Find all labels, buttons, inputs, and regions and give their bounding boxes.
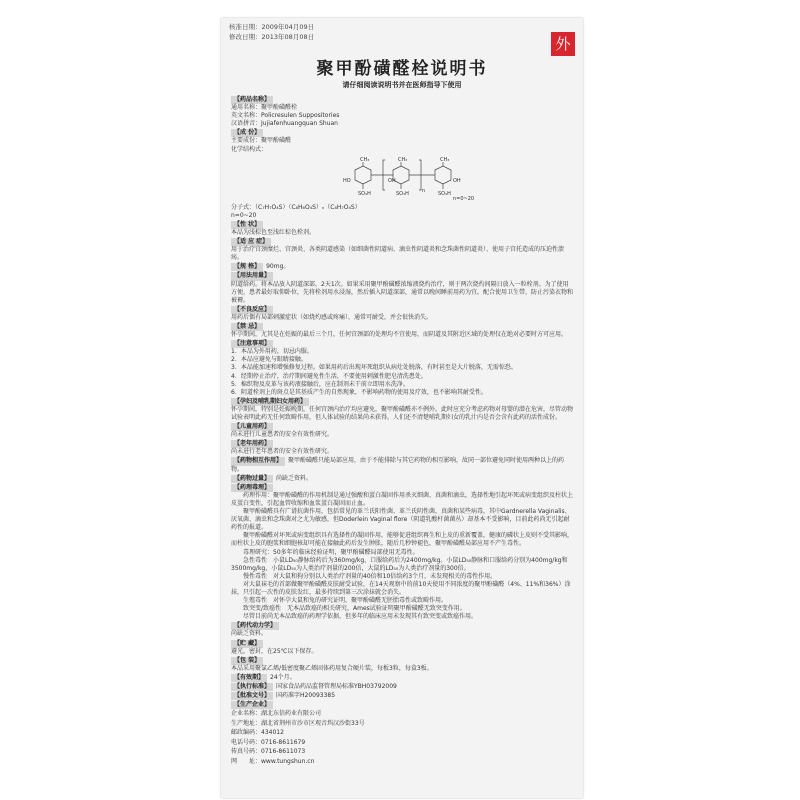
pharmacokinetics-text: 尚缺乏资料。	[231, 630, 268, 638]
spec-text: 90mg。	[266, 263, 290, 271]
indications-text: 用于治疗宫颈糜烂、宫颈炎、各类阴道感染（如细菌性阴道病、滴虫性阴道炎和念珠菌性阴道炎）、使用子宫托造成的压迫性溃疡。	[231, 246, 565, 262]
toxicology-paragraph: 尽管目前尚无本品致癌的药理学依据，但多年的临床应用未发现其有致突变或致癌作用。	[243, 613, 478, 621]
package-text: 本品采用聚氯乙烯/低密度聚乙烯固体药用复合硬片装，每板3粒，每盒3板。	[231, 664, 433, 672]
molecular-formula-n: n=0~20	[231, 211, 257, 219]
section-heading-overdose: 【药物过量】	[231, 475, 273, 483]
section-heading-precautions: 【注意事项】	[231, 340, 273, 348]
label-so3h-3: SO₃H	[438, 190, 451, 197]
toxicology-paragraph: 对大鼠袜毛的首部做聚甲酚磺醛皮肤耐受试验，在14天观察中的前10天使用不同浓度的聚甲酚磺醛（4%、11%和36%）涂抹，只引起一次性的皮肤发红，最多持续到第三次涂抹就会消失。	[231, 580, 571, 596]
pregnancy-text: 怀孕期间，特别是妊娠晚期，任何宫颈内治疗均应避免，聚甲酚磺醛亦不例外。此时应充分考虑药物对母婴的潜在危害，尽管动物试验表明此药无任何致畸作用，但人体试验的结果尚未获得，人们还不清楚哺乳期妇女的乳汁内是否会含有此药的活性成份。	[231, 405, 574, 421]
children-text: 尚未进行儿童患者的安全有效性研究。	[231, 431, 334, 439]
precaution-item: 1．本品为外用药，切忌内服。	[231, 348, 313, 356]
benzene-ring-1	[355, 166, 371, 184]
label-oh-3: OH	[453, 177, 461, 184]
label-ch3-2: CH₃	[398, 156, 408, 163]
toxicology-paragraph: 聚甲酚磺醛对坏死或病变组织具有选择性的凝固作用，能够促进组织再生和上皮的重新覆盖，健康的磷状上皮则不受其影响，而柱状上皮的胞浆和细胞核却可能在接触此药后发生肿胀，随后几秒钟褪色，聚甲酚磺醛局部应用不产生毒性。	[231, 532, 574, 548]
section-heading-approval: 【批准文号】	[231, 692, 273, 700]
section-heading-character: 【性 状】	[231, 221, 263, 229]
fax-number: 传真号码：0716-8611073	[231, 748, 306, 756]
section-heading-package: 【包 装】	[231, 657, 263, 665]
section-heading-validity: 【有效期】	[231, 674, 267, 682]
structure-label: 化学结构式：	[231, 145, 268, 153]
section-heading-pregnancy: 【孕妇及哺乳期妇女用药】	[231, 398, 309, 406]
toxicology-paragraph: 药理作用：聚甲酚磺醛的作用机制是通过强酸和蛋白凝固作用杀灭细菌、真菌和滴虫，选择性地引起坏死或病变组织及柱状上皮蛋白变性，引起血管收缩和血浆蛋白凝固而止血。	[231, 491, 574, 507]
external-use-badge: 外	[551, 32, 575, 56]
benzene-ring-3	[435, 166, 451, 184]
toxicology-paragraph: 慢性毒性 对大鼠和狗分别以人类治疗剂量的40倍和10倍给药3个月，未发现相关的毒性作用。	[243, 572, 497, 580]
toxicology-paragraph: 毒理研究：50多年的临床经验证明，聚甲酚磺醛局部使用无毒性。	[243, 548, 419, 556]
pinyin-name: 汉语拼音：Jujiafenhuangquan Shuan	[231, 120, 338, 128]
main-ingredient: 主要成份：聚甲酚磺醛	[231, 137, 292, 145]
dates-block	[229, 22, 314, 42]
toxicology-paragraph: 生殖毒性 对怀孕大鼠和兔的研究证明，聚甲酚磺醛无胚胎毒性或致畸作用。	[243, 597, 448, 605]
company-address: 生产地址：湖北省荆州市沙市区观音垱汉沙街33号	[231, 719, 365, 727]
interactions-text: 聚甲酚磺醛只能局部应用，由于不能排除与其它药物的相互影响，故同一部位避免同时使用两种以上的药物。	[231, 457, 565, 473]
label-so3h-1: SO₃H	[358, 190, 371, 197]
postal-code: 邮政编码：434012	[231, 729, 284, 737]
toxicology-paragraph: 聚甲酚磺醛具有广谱抗菌作用，包括常见的革兰氏阳性菌、革兰氏阴性菌，真菌和某些病毒，其中Gardnerella Vaginalis、厌氧菌、滴虫和念珠菌对之尤为敏感，但Doderlein Vaginal flore（阴道乳酸杆菌菌丛）却基本不受影响，目前此药尚无引起耐药性的报道。	[231, 508, 571, 532]
validity-text: 24个月。	[270, 673, 296, 681]
section-heading-toxicology: 【药理毒理】	[231, 484, 273, 492]
molecular-formula: 分子式：（C₇H₇O₄S）（C₈H₆O₄S）ₙ（C₈H₇O₄S）	[231, 203, 361, 211]
storage-text: 避光，密封，在25℃以下保存。	[231, 647, 318, 655]
overdose-text: 尚缺乏资料。	[276, 474, 313, 482]
contraindications-text: 怀孕期间，尤其是在妊娠的最后三个月，任何宫颈部的处理均不宜使用，而阴道及其附近区域的处理仅在绝对必要时方可应用。	[231, 331, 568, 339]
section-heading-pharmacokinetics: 【药代动力学】	[231, 622, 279, 630]
leaflet-content	[231, 95, 573, 766]
manufacturer-block	[231, 700, 573, 766]
document-title: 聚甲酚磺醛栓说明书	[316, 59, 488, 79]
standard-text: 国家食品药品监督管理局标准YBH03792009	[276, 683, 397, 690]
english-name: 英文名称：Policresulen Suppositories	[231, 112, 340, 120]
precaution-item: 3．本品能加速和增强修复过程。如果用药后出现坏死组织从病灶处脱落，有时甚至是大片脱落，无需惊恐。	[231, 364, 517, 372]
label-so3h-2: SO₃H	[396, 190, 409, 197]
elderly-text: 尚未进行老年患者的安全有效性研究。	[231, 448, 334, 456]
section-heading-indications: 【适 应 症】	[231, 238, 271, 246]
section-heading-storage: 【贮 藏】	[231, 640, 263, 648]
section-heading-children: 【儿童用药】	[231, 423, 273, 431]
company-name: 企业名称：湖北东信药业有限公司	[231, 710, 322, 718]
character-text: 本品为浅棕色至浅红棕色栓剂。	[231, 228, 316, 236]
section-heading-contraindications: 【禁 忌】	[231, 323, 263, 331]
adverse-text: 用药后偶有局部刺激症状（如烧灼感或疼痛），通常可耐受，并会很快消失。	[231, 313, 433, 321]
section-heading-interactions: 【药物相互作用】	[231, 457, 285, 465]
generic-name: 通用名称：聚甲酚磺醛栓	[231, 104, 298, 112]
phone-number: 电话号码：0716-8611679	[231, 738, 306, 746]
label-ch3-1: CH₃	[360, 156, 370, 163]
section-heading-drug-name: 【药品名称】	[231, 96, 273, 104]
section-heading-spec: 【规 格】	[231, 263, 263, 271]
section-heading-usage: 【用法用量】	[231, 272, 273, 280]
chemical-structure	[231, 156, 573, 202]
revision-date: 修改日期：2013年08月08日	[229, 33, 315, 41]
approval-date: 核准日期：2009年04月09日	[229, 23, 315, 31]
precaution-item: 4．经期停止治疗，治疗期间避免性生活，不要使用刺激性肥皂清洗患处。	[231, 372, 427, 380]
chemical-structure-diagram	[331, 156, 491, 202]
document-subtitle: 请仔细阅读说明书并在医师指导下使用	[342, 81, 462, 89]
label-n: n	[422, 187, 426, 194]
label-oh-2: OH	[388, 177, 396, 184]
precaution-item: 6．阴道栓剂上的斑点是其基质产生的自然现象，不影响药物的使用及疗效，也不影响其耐受性。	[231, 388, 487, 396]
section-heading-adverse: 【不良反应】	[231, 306, 273, 314]
leaflet-paper	[221, 18, 583, 798]
toxicology-paragraph: 急性毒性 小鼠LD₅₀静脉给药后为360mg/kg，口服给药后为2400mg/kg。小鼠LD₅₀静脉和口服给药分别为400mg/kg和3500mg/kg，小鼠LD₅₀为人类治疗剂量的200倍，大鼠的LD₅₀为人类治疗剂量的300倍。	[231, 556, 568, 572]
section-heading-elderly: 【老年用药】	[231, 440, 273, 448]
section-heading-standard: 【执行标准】	[231, 683, 273, 691]
precaution-item: 5．棉织物及皮革与该药液接触后，应在制剂未干前立即用水洗净。	[231, 380, 409, 388]
usage-text: 阴道给药。将本品放入阴道深部，2天1次。如果采用聚甲酚磺醛浓缩液烧灼治疗，则于两次烧灼间隔日放入一粒栓剂。为了使用方便，患者最好取仰卧位，先将栓剂用水浸湿，然后插入阴道深部，通常以晚间睡前用药为宜。配合使用卫生带，防止污染衣物和被褥。	[231, 280, 574, 304]
label-ch3-3: CH₃	[440, 156, 450, 163]
toxicology-paragraph: 致突变/致癌性 无本品致癌的相关研究，Ames试验证明聚甲酚磺醛无致突变作用。	[243, 605, 466, 613]
approval-text: 国药准字H20093385	[276, 692, 336, 700]
label-ho: HO	[343, 177, 351, 184]
section-heading-composition: 【成 份】	[231, 129, 263, 137]
precaution-item: 2．本品应避免与眼睛接触。	[231, 356, 307, 364]
label-n-range: n=0~20	[453, 195, 475, 202]
section-heading-manufacturer: 【生产企业】	[231, 701, 273, 709]
website: 网 址：www.tungshun.cn	[231, 757, 315, 765]
